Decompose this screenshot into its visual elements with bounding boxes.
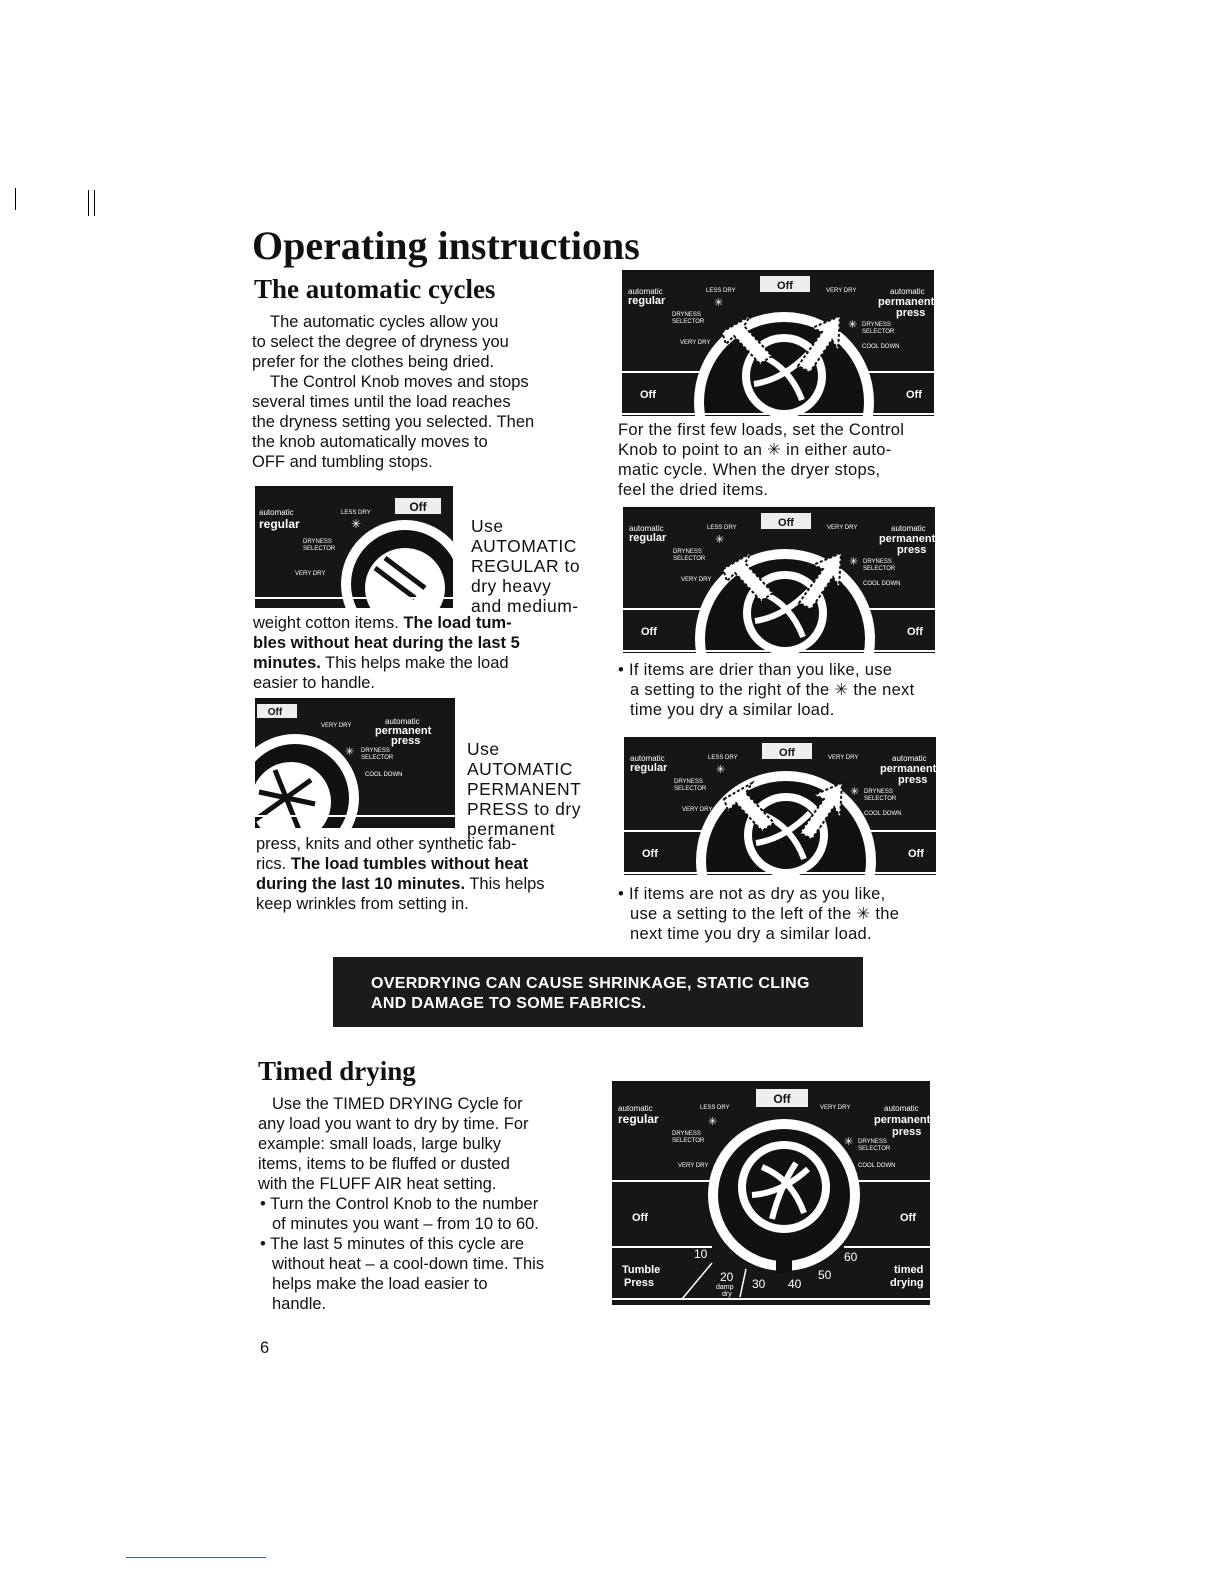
selector-label: SELECTOR (864, 796, 897, 802)
intro-line: prefer for the clothes being dried. (252, 353, 495, 371)
off-label: Off (900, 1212, 916, 1224)
selector-label: SELECTOR (674, 786, 707, 792)
scan-mark (15, 188, 16, 210)
body-bold: bles without heat during the last 5 (253, 634, 520, 652)
off-label: Off (773, 1092, 791, 1106)
intro-line: The Control Knob moves and stops (270, 373, 529, 391)
less-dry-label: LESS DRY (708, 755, 738, 761)
press-label: press (897, 544, 927, 556)
body-bold: The load tum- (403, 614, 512, 632)
less-dry-label: LESS DRY (341, 510, 371, 516)
caption-line: feel the dried items. (618, 481, 769, 499)
minute-10-label: 10 (694, 1247, 708, 1261)
intro-line: the knob automatically moves to (252, 433, 488, 451)
dry-label: dry (722, 1291, 732, 1298)
cool-down-label: COOL DOWN (862, 344, 900, 350)
body-bold: during the last 10 minutes. (256, 875, 466, 893)
very-dry-label: VERY DRY (826, 288, 857, 294)
regular-label: regular (259, 517, 300, 531)
selector-label: SELECTOR (862, 329, 895, 335)
press-label: press (892, 1126, 922, 1138)
svg-text:✳: ✳ (849, 556, 859, 568)
body-text: items, items to be fluffed or dusted (258, 1155, 510, 1173)
side-line: Use (467, 739, 500, 759)
body-text: any load you want to dry by time. For (258, 1115, 529, 1133)
body-text: with the FLUFF AIR heat setting. (258, 1175, 497, 1193)
permanent-label: permanent (375, 725, 432, 737)
automatic-label: automatic (259, 508, 294, 517)
off-label: Off (409, 500, 427, 514)
dial-illustration-timed (612, 1081, 930, 1305)
svg-text:✳: ✳ (848, 319, 858, 331)
press-label: press (896, 307, 926, 319)
automatic-label: automatic (628, 287, 663, 296)
less-dry-label: LESS DRY (700, 1105, 730, 1111)
wetter-caption (618, 884, 899, 944)
very-dry-label: VERY DRY (681, 577, 712, 583)
side-line: AUTOMATIC (471, 536, 577, 556)
bullet-line: • The last 5 minutes of this cycle are (260, 1235, 525, 1253)
selector-label: SELECTOR (863, 566, 896, 572)
very-dry-label: VERY DRY (682, 807, 713, 813)
body-text: easier to handle. (253, 674, 376, 692)
intro-line: to select the degree of dryness you (252, 333, 509, 351)
selector-label: SELECTOR (303, 546, 336, 552)
body-bold: The load tumbles without heat (290, 855, 529, 873)
section-heading-automatic: The automatic cycles (254, 274, 496, 304)
off-label: Off (778, 517, 794, 529)
permanent-body (256, 834, 545, 914)
intro-line: OFF and tumbling stops. (252, 453, 433, 471)
automatic-label: automatic (629, 524, 664, 533)
permanent-label: permanent (880, 763, 936, 775)
minute-40-label: 40 (788, 1277, 802, 1291)
automatic-label: automatic (630, 754, 665, 763)
bullet-line: helps make the load easier to (272, 1275, 488, 1293)
regular-label: regular (618, 1112, 659, 1126)
regular-side-text (471, 516, 580, 616)
intro-line: several times until the load reaches (252, 393, 511, 411)
body-text: This helps make the load (320, 654, 509, 672)
off-label: Off (642, 848, 658, 860)
permanent-label: permanent (874, 1114, 930, 1126)
first-caption (618, 420, 904, 500)
body-text: Use the TIMED DRYING Cycle for (272, 1095, 523, 1113)
body-text: rics. (256, 855, 291, 873)
warning-line: OVERDRYING CAN CAUSE SHRINKAGE, STATIC CLING (371, 975, 810, 992)
side-line: Use (471, 516, 504, 536)
selector-label: SELECTOR (858, 1146, 891, 1152)
scan-rule (126, 1557, 266, 1558)
very-dry-label: VERY DRY (828, 755, 859, 761)
svg-text:✳: ✳ (850, 786, 860, 798)
dryness-label: DRYNESS (303, 539, 332, 545)
caption-line: Knob to point to an ✳ in either auto- (618, 441, 892, 459)
body-bold: minutes. (253, 654, 321, 672)
big-dial-svg (622, 272, 934, 416)
selector-label: SELECTOR (672, 1138, 705, 1144)
side-line: REGULAR to (471, 556, 581, 576)
caption-line: • If items are not as dry as you like, (618, 885, 886, 903)
less-dry-label: LESS DRY (706, 288, 736, 294)
svg-text:✳: ✳ (345, 746, 355, 758)
minute-20-label: 20 (720, 1270, 734, 1284)
dial-illustration-permanent (255, 698, 455, 828)
permanent-label: permanent (878, 296, 934, 308)
automatic-label: automatic (618, 1104, 653, 1113)
caption-line: matic cycle. When the dryer stops, (618, 461, 881, 479)
page-title: Operating instructions (252, 223, 640, 268)
off-label: Off (777, 280, 793, 292)
dryness-label: DRYNESS (862, 322, 891, 328)
dryness-label: DRYNESS (858, 1139, 887, 1145)
side-line: dry heavy (471, 576, 552, 596)
permanent-dial-svg (255, 700, 455, 828)
svg-text:✳: ✳ (716, 764, 726, 776)
minute-60-label: 60 (844, 1250, 858, 1264)
regular-label: regular (629, 532, 667, 544)
side-line: PRESS to dry (467, 799, 581, 819)
selector-label: SELECTOR (672, 319, 705, 325)
regular-body (253, 613, 520, 693)
caption-line: • If items are drier than you like, use (618, 661, 893, 679)
dial-illustration-regular (255, 486, 453, 608)
regular-label: regular (630, 762, 668, 774)
very-dry-label: VERY DRY (820, 1105, 851, 1111)
timed-dial-svg (612, 1083, 930, 1305)
off-label: Off (906, 389, 922, 401)
minute-50-label: 50 (818, 1268, 832, 1282)
svg-text:✳: ✳ (715, 534, 725, 546)
dial-illustration-wetter (624, 737, 936, 875)
very-dry-label: VERY DRY (678, 1163, 709, 1169)
side-line: permanent (467, 819, 556, 839)
dryness-label: DRYNESS (863, 559, 892, 565)
press-label: Press (624, 1277, 654, 1289)
cool-down-label: COOL DOWN (365, 772, 403, 778)
bullet-line: of minutes you want – from 10 to 60. (272, 1215, 539, 1233)
off-label: Off (632, 1212, 648, 1224)
minute-30-label: 30 (752, 1277, 766, 1291)
automatic-label: automatic (890, 287, 925, 296)
intro-line: The automatic cycles allow you (270, 313, 499, 331)
dryness-label: DRYNESS (674, 779, 703, 785)
dryness-label: DRYNESS (361, 748, 390, 754)
damp-label: damp (716, 1284, 734, 1291)
off-label: Off (641, 626, 657, 638)
press-label: press (391, 735, 421, 747)
scan-mark (88, 190, 89, 216)
section-heading-timed: Timed drying (258, 1056, 416, 1086)
scan-mark (94, 190, 95, 216)
automatic-intro (252, 312, 534, 472)
dryness-label: DRYNESS (673, 549, 702, 555)
permanent-side-text (467, 739, 581, 839)
press-label: press (898, 774, 928, 786)
page-number: 6 (260, 1339, 270, 1357)
very-dry-label: VERY DRY (295, 571, 326, 577)
svg-text:✳: ✳ (351, 517, 362, 531)
dial-illustration-first (622, 270, 934, 416)
less-dry-label: LESS DRY (707, 525, 737, 531)
regular-label: regular (628, 295, 666, 307)
svg-text:✳: ✳ (708, 1116, 718, 1128)
cool-down-label: COOL DOWN (858, 1163, 896, 1169)
very-dry-label: VERY DRY (321, 723, 352, 729)
permanent-label: permanent (879, 533, 935, 545)
body-text: weight cotton items. (253, 614, 404, 632)
drier-caption (618, 660, 915, 720)
dryness-label: DRYNESS (864, 789, 893, 795)
cool-down-label: COOL DOWN (863, 581, 901, 587)
big-dial-svg (623, 509, 935, 653)
caption-line: time you dry a similar load. (630, 701, 835, 719)
bullet-line: • Turn the Control Knob to the number (260, 1195, 539, 1213)
drying-label: drying (890, 1277, 924, 1289)
cool-down-label: COOL DOWN (864, 811, 902, 817)
off-label: Off (907, 626, 923, 638)
off-label: Off (267, 707, 283, 718)
off-label: Off (908, 848, 924, 860)
overdrying-warning-banner (333, 957, 863, 1027)
big-dial-svg (624, 739, 936, 875)
timed-label: timed (894, 1264, 924, 1276)
selector-label: SELECTOR (361, 755, 394, 761)
regular-dial-svg (255, 488, 453, 608)
automatic-label: automatic (385, 717, 420, 726)
body-text: This helps (465, 875, 545, 893)
off-label: Off (640, 389, 656, 401)
svg-text:✳: ✳ (714, 297, 724, 309)
body-text: press, knits and other synthetic fab- (256, 835, 517, 853)
dial-illustration-drier (623, 507, 935, 653)
svg-text:✳: ✳ (844, 1136, 854, 1148)
bullet-line: handle. (272, 1295, 327, 1313)
side-line: PERMANENT (467, 779, 582, 799)
automatic-label: automatic (884, 1104, 919, 1113)
caption-line: next time you dry a similar load. (630, 925, 872, 943)
selector-label: SELECTOR (673, 556, 706, 562)
very-dry-label: VERY DRY (680, 340, 711, 346)
tumble-label: Tumble (622, 1264, 661, 1276)
caption-line: use a setting to the left of the ✳ the (630, 905, 900, 923)
dryness-label: DRYNESS (672, 1131, 701, 1137)
caption-line: For the first few loads, set the Control (618, 421, 905, 439)
automatic-label: automatic (891, 524, 926, 533)
warning-line: AND DAMAGE TO SOME FABRICS. (371, 995, 647, 1012)
caption-line: a setting to the right of the ✳ the next (630, 681, 915, 699)
off-label: Off (779, 747, 795, 759)
bullet-line: without heat – a cool-down time. This (272, 1255, 545, 1273)
intro-line: the dryness setting you selected. Then (252, 413, 535, 431)
body-text: example: small loads, large bulky (258, 1135, 502, 1153)
automatic-label: automatic (892, 754, 927, 763)
dryness-label: DRYNESS (672, 312, 701, 318)
timed-body (258, 1094, 544, 1314)
very-dry-label: VERY DRY (827, 525, 858, 531)
side-line: and medium- (471, 596, 579, 616)
body-text: keep wrinkles from setting in. (256, 895, 469, 913)
side-line: AUTOMATIC (467, 759, 573, 779)
